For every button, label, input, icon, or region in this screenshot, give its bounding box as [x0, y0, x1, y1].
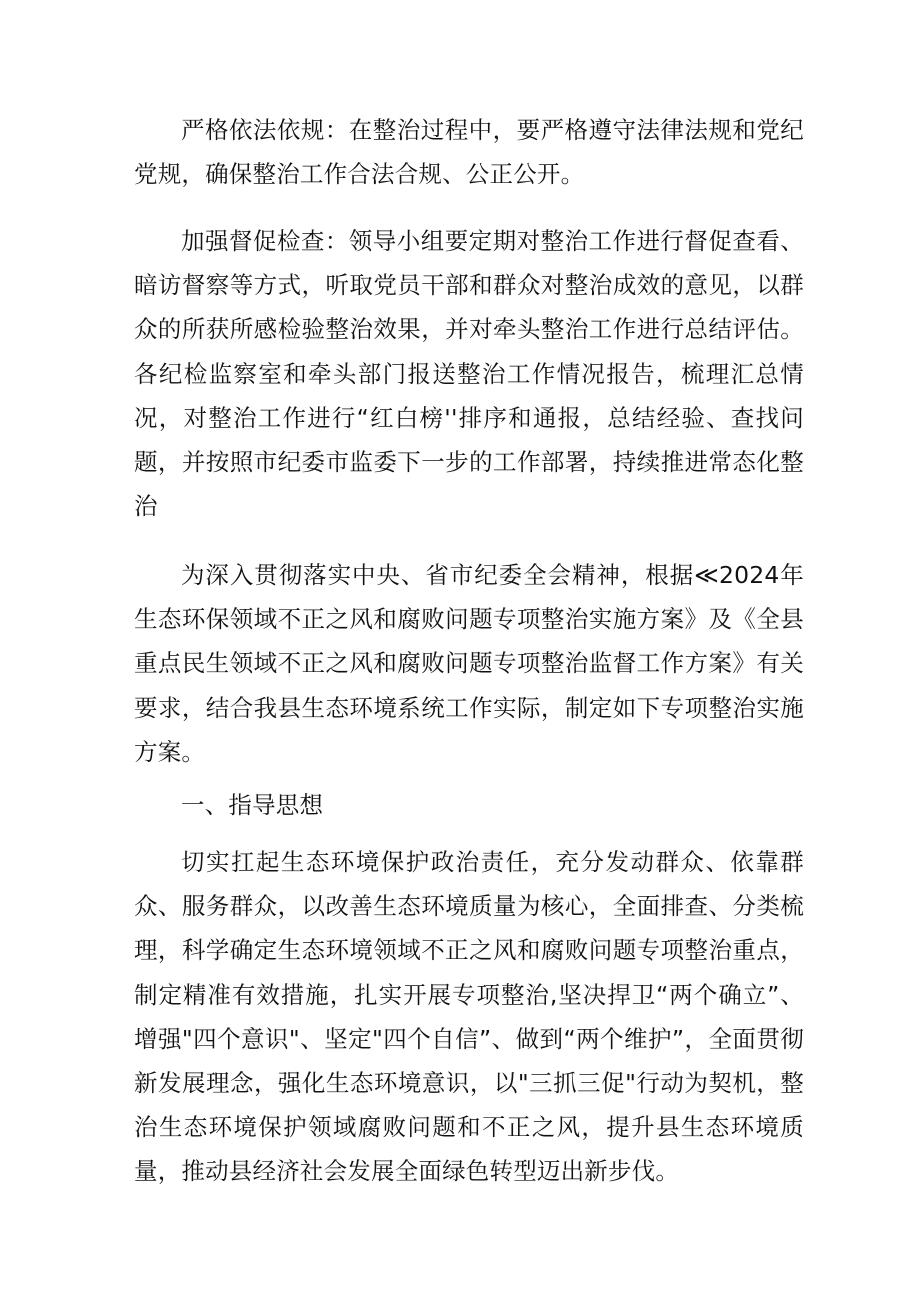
paragraph-supervision-inspection: 加强督促检查：领导小组要定期对整治工作进行督促查看、暗访督察等方式，听取党员干部和群众对整治成效的意见，以群众的所获所感检验整治效果，并对牵头整治工作进行总结评估。各纪检监察室和牵头部门报送整治工作情况报告，梳理汇总情况，对整治工作进行“红白榜''排序和通报，总结经验、查找问题，并按照市纪委市监委下一步的工作部署，持续推进常态化整治 — [134, 227, 804, 521]
paragraph-legal-compliance: 严格依法依规：在整治过程中，要严格遵守法律法规和党纪党规，确保整治工作合法合规、公正公开。 — [134, 116, 804, 189]
section-heading-guiding-ideology: 一、指导思想 — [181, 791, 324, 819]
paragraph-guiding-ideology: 切实扛起生态环境保护政治责任，充分发动群众、依靠群众、服务群众，以改善生态环境质量为核心，全面排查、分类梳理，科学确定生态环境领域不正之风和腐败问题专项整治重点，制定精准有效措施，扎实开展专项整治,坚决捍卫“两个确立”、增强"四个意识"、坚定"四个自信”、做到“两个维护”，全面贯彻新发展理念，强化生态环境意识，以"三抓三促"行动为契机，整治生态环境保护领域腐败问题和不正之风，提升县生态环境质量，推动县经济社会发展全面绿色转型迈出新步伐。 — [134, 848, 804, 1186]
paragraph-introduction: 为深入贯彻落实中央、省市纪委全会精神，根据≪2024年生态环保领域不正之风和腐败问题专项整治实施方案》及《全县重点民生领域不正之风和腐败问题专项整治监督工作方案》有关要求，结合我县生态环境系统工作实际，制定如下专项整治实施方案。 — [134, 561, 804, 766]
